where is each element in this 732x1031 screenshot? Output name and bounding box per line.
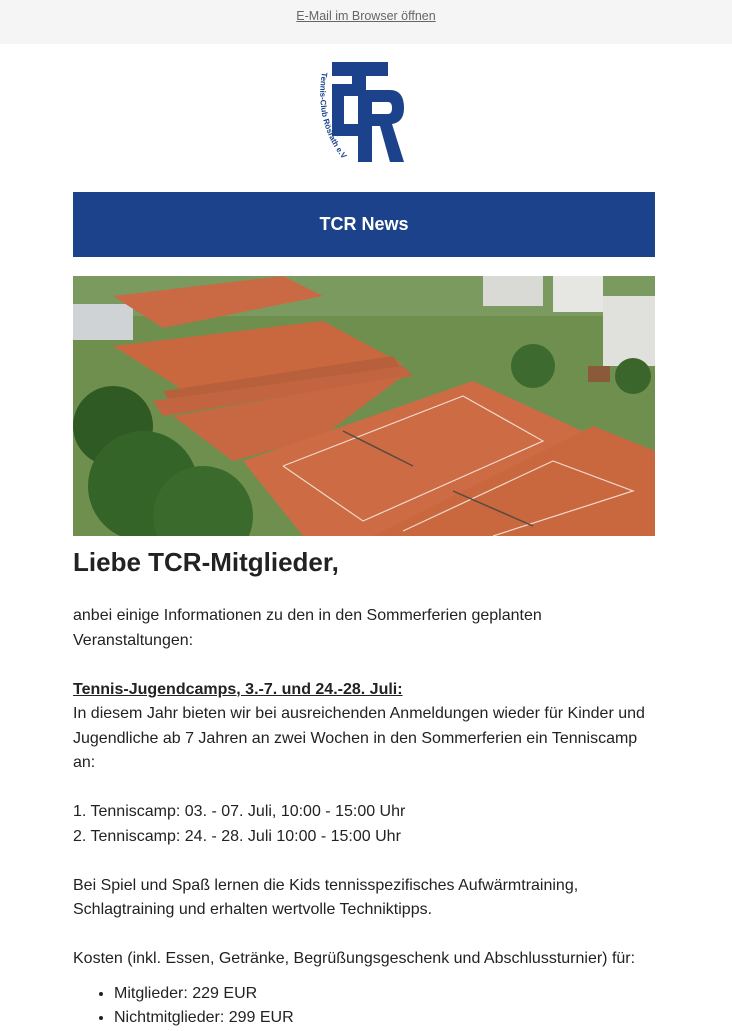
camp-1: 1. Tenniscamp: 03. - 07. Juli, 10:00 - 15:00 Uhr bbox=[73, 803, 406, 820]
newsletter-content bbox=[73, 546, 663, 1031]
header bbox=[0, 44, 732, 192]
costs-list bbox=[73, 982, 663, 1031]
fun-text: Bei Spiel und Spaß lernen die Kids tennisspezifisches Aufwärmtraining, Schlagtraining und erhalten wertvolle Techniktipps. bbox=[73, 876, 579, 918]
section-text: In diesem Jahr bieten wir bei ausreichenden Anmeldungen wieder für Kinder und Jugendliche ab 7 Jahren an zwei Wochen in den Sommerferien ein Tenniscamp an: bbox=[73, 705, 645, 771]
greeting-heading: Liebe TCR-Mitglieder, bbox=[73, 547, 339, 577]
cost-item-nonmembers: • Nichtmitglieder: 299 EUR bbox=[114, 1006, 663, 1031]
logo-ring-text: Tennis-Club Rösrath e.V bbox=[318, 71, 349, 160]
camp-2: 2. Tenniscamp: 24. - 28. Juli 10:00 - 15:00 Uhr bbox=[73, 827, 401, 845]
section-title: Tennis-Jugendcamps, 3.-7. und 24.-28. Juli: bbox=[73, 680, 403, 698]
news-banner bbox=[73, 192, 655, 257]
intro-text: anbei einige Informationen zu den in den Sommerferien geplanten Veranstaltungen: bbox=[73, 607, 542, 649]
aerial-tennis-courts-photo bbox=[73, 276, 655, 536]
tcr-logo bbox=[312, 62, 408, 166]
banner-title: TCR News bbox=[319, 214, 409, 234]
costs-text: Kosten (inkl. Essen, Getränke, Begrüßungsgeschenk und Abschlussturnier) für: bbox=[73, 950, 636, 967]
cost-item-members: • Mitglieder: 229 EUR bbox=[114, 982, 663, 1007]
open-in-browser-link[interactable]: E-Mail im Browser öffnen bbox=[296, 9, 436, 23]
top-bar bbox=[0, 0, 732, 44]
